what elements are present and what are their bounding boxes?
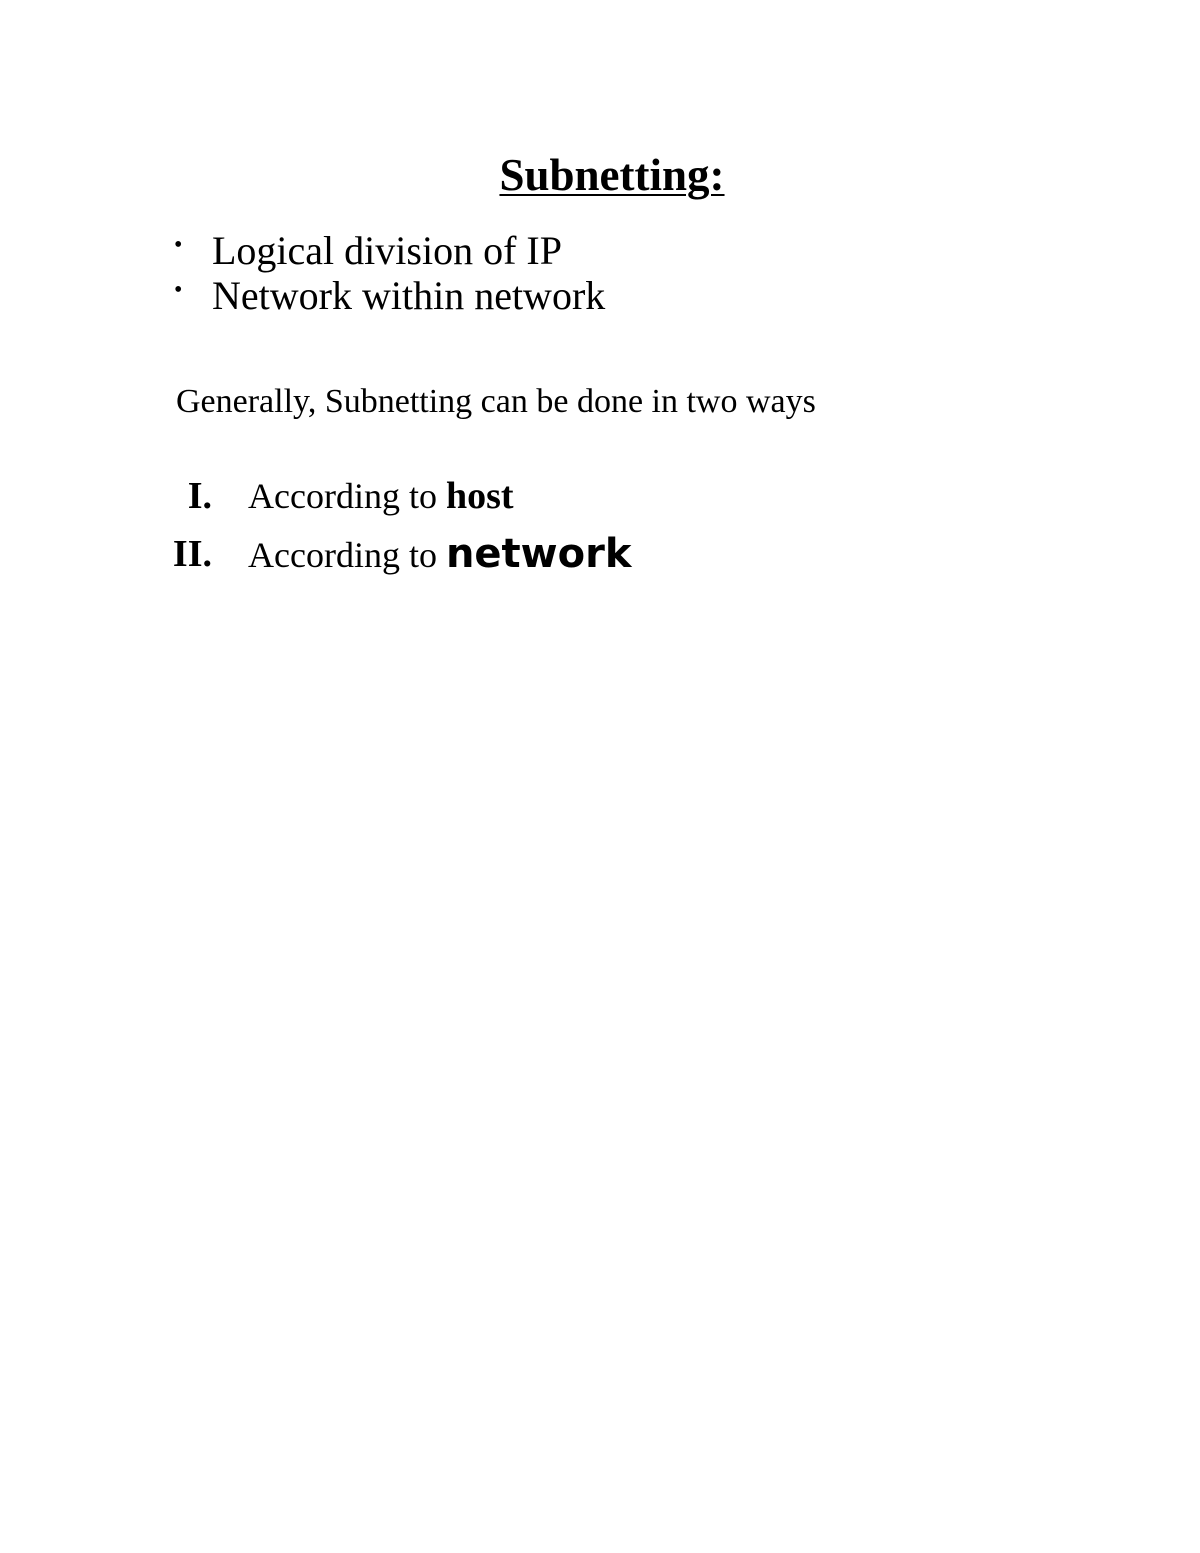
list-item <box>174 228 605 273</box>
item-number: I. <box>187 475 212 517</box>
intro-paragraph: Generally, Subnetting can be done in two ways <box>176 383 816 420</box>
item-number: II. <box>172 533 212 575</box>
bullet-marker: • <box>174 277 183 303</box>
bullet-marker: • <box>174 232 183 258</box>
item-text <box>248 472 514 520</box>
item-text <box>248 530 631 579</box>
bullet-list <box>174 228 605 318</box>
item-prefix: According to <box>248 535 437 575</box>
item-prefix: According to <box>248 476 446 516</box>
bullet-text: Network within network <box>212 273 606 318</box>
page-title: Subnetting: <box>499 150 725 200</box>
list-item <box>174 273 605 318</box>
item-keyword: network <box>445 531 632 577</box>
bullet-text: Logical division of IP <box>212 228 562 273</box>
item-keyword: host <box>445 475 514 517</box>
